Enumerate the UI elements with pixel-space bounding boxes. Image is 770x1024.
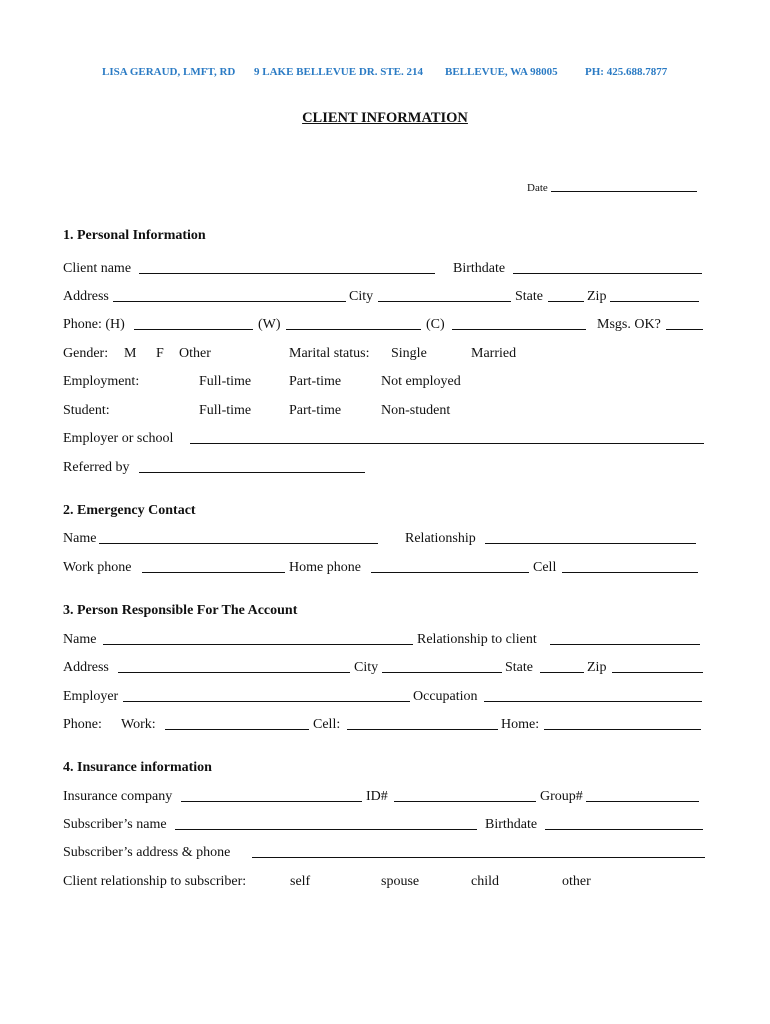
responsible-city-line[interactable] — [382, 671, 502, 673]
phone-home-line[interactable] — [134, 328, 253, 330]
insurance-company-label: Insurance company — [63, 789, 173, 804]
subscriber-birthdate-label: Birthdate — [485, 817, 538, 832]
practice-city: BELLEVUE, WA 98005 — [445, 66, 558, 78]
responsible-cell-line[interactable] — [347, 728, 498, 730]
referred-by-line[interactable] — [139, 471, 365, 473]
practice-address: 9 LAKE BELLEVUE DR. STE. 214 — [254, 66, 424, 78]
subscriber-address-line[interactable] — [252, 856, 705, 858]
student-option-full-time[interactable]: Full-time — [199, 403, 252, 418]
date-label: Date — [527, 182, 548, 194]
zip-label: Zip — [587, 289, 607, 304]
practice-phone: PH: 425.688.7877 — [585, 66, 668, 78]
date-input-line[interactable] — [551, 190, 697, 192]
subscriber-name-line[interactable] — [175, 828, 477, 830]
relationship-option-spouse[interactable]: spouse — [381, 874, 420, 889]
phone-work-label: (W) — [258, 317, 281, 332]
responsible-state-line[interactable] — [540, 671, 584, 673]
section-heading-responsible: 3. Person Responsible For The Account — [63, 603, 298, 618]
marital-option-married[interactable]: Married — [471, 346, 517, 361]
responsible-occupation-line[interactable] — [484, 700, 702, 702]
insurance-id-label: ID# — [366, 789, 388, 804]
responsible-employer-line[interactable] — [123, 700, 410, 702]
insurance-group-line[interactable] — [586, 800, 699, 802]
client-name-line[interactable] — [139, 272, 435, 274]
emergency-cell-label: Cell — [533, 560, 557, 575]
gender-option-f[interactable]: F — [156, 346, 164, 361]
phone-work-line[interactable] — [286, 328, 421, 330]
gender-label: Gender: — [63, 346, 109, 361]
emergency-work-phone-label: Work phone — [63, 560, 132, 575]
responsible-work-label: Work: — [121, 717, 156, 732]
form-title-wrap — [0, 110, 770, 127]
employment-option-not-employed[interactable]: Not employed — [381, 374, 461, 389]
city-line[interactable] — [378, 300, 511, 302]
responsible-state-label: State — [505, 660, 533, 675]
responsible-phone-label: Phone: — [63, 717, 102, 732]
zip-line[interactable] — [610, 300, 699, 302]
subscriber-address-label: Subscriber’s address & phone — [63, 845, 231, 860]
gender-option-m[interactable]: M — [124, 346, 137, 361]
phone-home-label: Phone: (H) — [63, 317, 125, 332]
employment-label: Employment: — [63, 374, 140, 389]
msgs-ok-line[interactable] — [666, 328, 703, 330]
responsible-home-line[interactable] — [544, 728, 701, 730]
birthdate-label: Birthdate — [453, 261, 506, 276]
responsible-address-label: Address — [63, 660, 109, 675]
responsible-home-label: Home: — [501, 717, 540, 732]
phone-cell-line[interactable] — [452, 328, 586, 330]
subscriber-birthdate-line[interactable] — [545, 828, 703, 830]
state-line[interactable] — [548, 300, 584, 302]
form-title: CLIENT INFORMATION — [302, 110, 468, 126]
employment-option-full-time[interactable]: Full-time — [199, 374, 252, 389]
state-label: State — [515, 289, 543, 304]
client-name-label: Client name — [63, 261, 132, 276]
emergency-home-phone-label: Home phone — [289, 560, 361, 575]
section-heading-insurance: 4. Insurance information — [63, 760, 212, 775]
relationship-option-other[interactable]: other — [562, 874, 591, 889]
student-option-non-student[interactable]: Non-student — [381, 403, 451, 418]
msgs-ok-label: Msgs. OK? — [597, 317, 661, 332]
student-label: Student: — [63, 403, 110, 418]
relationship-option-child[interactable]: child — [471, 874, 499, 889]
responsible-relationship-label: Relationship to client — [417, 632, 537, 647]
address-label: Address — [63, 289, 109, 304]
responsible-name-line[interactable] — [103, 643, 413, 645]
marital-status-label: Marital status: — [289, 346, 370, 361]
phone-cell-label: (C) — [426, 317, 445, 332]
responsible-occupation-label: Occupation — [413, 689, 478, 704]
responsible-zip-line[interactable] — [612, 671, 703, 673]
date-field — [527, 182, 548, 194]
section-heading-emergency: 2. Emergency Contact — [63, 503, 196, 518]
practitioner-name: LISA GERAUD, LMFT, RD — [102, 66, 236, 78]
section-heading-personal: 1. Personal Information — [63, 228, 206, 243]
emergency-relationship-label: Relationship — [405, 531, 476, 546]
responsible-name-label: Name — [63, 632, 97, 647]
client-relationship-label: Client relationship to subscriber: — [63, 874, 247, 889]
employer-school-label: Employer or school — [63, 431, 174, 446]
employer-school-line[interactable] — [190, 442, 704, 444]
emergency-home-phone-line[interactable] — [371, 571, 529, 573]
birthdate-line[interactable] — [513, 272, 702, 274]
address-line[interactable] — [113, 300, 346, 302]
marital-option-single[interactable]: Single — [391, 346, 427, 361]
employment-option-part-time[interactable]: Part-time — [289, 374, 342, 389]
responsible-cell-label: Cell: — [313, 717, 341, 732]
emergency-cell-line[interactable] — [562, 571, 698, 573]
emergency-name-line[interactable] — [99, 542, 378, 544]
subscriber-name-label: Subscriber’s name — [63, 817, 167, 832]
responsible-work-line[interactable] — [165, 728, 309, 730]
responsible-zip-label: Zip — [587, 660, 607, 675]
responsible-employer-label: Employer — [63, 689, 119, 704]
relationship-option-self[interactable]: self — [290, 874, 311, 889]
student-option-part-time[interactable]: Part-time — [289, 403, 342, 418]
emergency-name-label: Name — [63, 531, 97, 546]
gender-option-other[interactable]: Other — [179, 346, 211, 361]
insurance-id-line[interactable] — [394, 800, 536, 802]
responsible-relationship-line[interactable] — [550, 643, 700, 645]
city-label: City — [349, 289, 374, 304]
insurance-company-line[interactable] — [181, 800, 362, 802]
emergency-work-phone-line[interactable] — [142, 571, 285, 573]
emergency-relationship-line[interactable] — [485, 542, 696, 544]
responsible-address-line[interactable] — [118, 671, 350, 673]
insurance-group-label: Group# — [540, 789, 583, 804]
referred-by-label: Referred by — [63, 460, 130, 475]
responsible-city-label: City — [354, 660, 379, 675]
